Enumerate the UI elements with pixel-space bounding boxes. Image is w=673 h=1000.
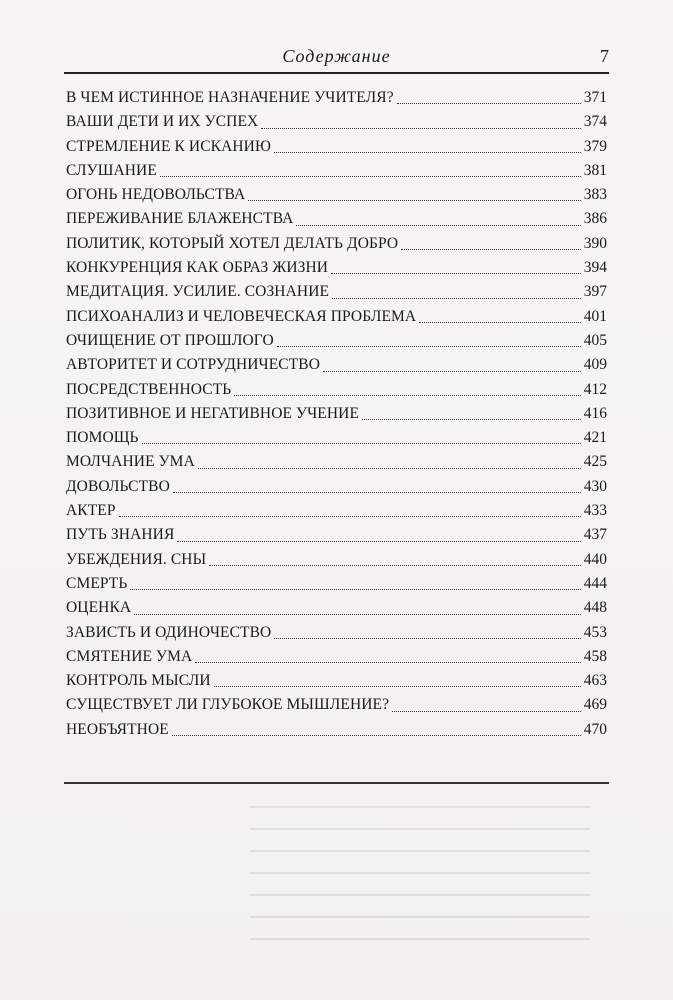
toc-entry [66, 645, 607, 669]
toc-entry-title: ПОСРЕДСТВЕННОСТЬ [66, 380, 232, 398]
toc-dot-leader [173, 492, 581, 493]
toc-entry-page: 412 [583, 380, 607, 398]
toc-entry-page: 381 [583, 161, 607, 179]
toc-dot-leader [392, 711, 581, 712]
footer-rule [64, 782, 609, 784]
toc-entry-page: 444 [583, 574, 607, 592]
toc-entry-page: 463 [583, 672, 607, 690]
toc-entry [66, 256, 607, 280]
toc-entry [66, 183, 607, 207]
page-number: 7 [600, 46, 609, 66]
toc-entry-page: 386 [583, 210, 607, 228]
show-through-text [250, 800, 590, 940]
toc-entry-title: ОЧИЩЕНИЕ ОТ ПРОШЛОГО [66, 331, 274, 349]
toc-entry-page: 440 [583, 550, 607, 568]
toc-entry [66, 450, 607, 474]
running-head [64, 46, 609, 72]
toc-entry-title: АВТОРИТЕТ И СОТРУДНИЧЕСТВО [66, 356, 321, 374]
toc-entry-title: ЗАВИСТЬ И ОДИНОЧЕСТВО [66, 623, 272, 641]
toc-dot-leader [195, 662, 580, 663]
toc-dot-leader [130, 589, 580, 590]
toc-entry [66, 159, 607, 183]
toc-entry-title: ПОЗИТИВНОЕ И НЕГАТИВНОЕ УЧЕНИЕ [66, 404, 360, 422]
toc-entry [66, 353, 607, 377]
toc-dot-leader [160, 176, 581, 177]
toc-entry [66, 572, 607, 596]
toc-entry [66, 402, 607, 426]
toc-entry [66, 499, 607, 523]
toc-entry-page: 421 [583, 429, 607, 447]
toc-entry-page: 437 [583, 526, 607, 544]
toc-entry-page: 405 [583, 331, 607, 349]
toc-dot-leader [198, 468, 581, 469]
toc-entry-page: 453 [583, 623, 607, 641]
toc-dot-leader [209, 565, 581, 566]
toc-dot-leader [362, 419, 581, 420]
toc-entry [66, 232, 607, 256]
toc-entry-page: 401 [583, 307, 607, 325]
toc-entry [66, 669, 607, 693]
toc-dot-leader [277, 346, 581, 347]
toc-entry-page: 458 [583, 647, 607, 665]
toc-entry [66, 135, 607, 159]
toc-entry [66, 718, 607, 742]
toc-entry-title: ПУТЬ ЗНАНИЯ [66, 526, 175, 544]
toc-entry-title: СТРЕМЛЕНИЕ К ИСКАНИЮ [66, 137, 271, 155]
toc-dot-leader [142, 443, 581, 444]
toc-entry [66, 523, 607, 547]
toc-dot-leader [248, 200, 580, 201]
toc-dot-leader [234, 395, 580, 396]
toc-dot-leader [134, 614, 581, 615]
toc-entry-title: КОНТРОЛЬ МЫСЛИ [66, 672, 211, 690]
toc-entry-title: ДОВОЛЬСТВО [66, 477, 170, 495]
toc-dot-leader [296, 225, 580, 226]
toc-entry-page: 448 [583, 599, 607, 617]
toc-entry-title: АКТЕР [66, 502, 116, 520]
toc-entry-title: ОГОНЬ НЕДОВОЛЬСТВА [66, 186, 246, 204]
toc-dot-leader [119, 516, 581, 517]
toc-entry [66, 378, 607, 402]
toc-entry-page: 397 [583, 283, 607, 301]
toc-dot-leader [331, 273, 581, 274]
toc-entry [66, 305, 607, 329]
toc-entry-title: ПСИХОАНАЛИЗ И ЧЕЛОВЕЧЕСКАЯ ПРОБЛЕМА [66, 307, 417, 325]
toc-entry [66, 86, 607, 110]
toc-entry [66, 280, 607, 304]
table-of-contents [66, 86, 607, 742]
toc-entry-page: 409 [583, 356, 607, 374]
toc-entry-page: 430 [583, 477, 607, 495]
toc-dot-leader [177, 541, 580, 542]
toc-dot-leader [397, 103, 581, 104]
toc-entry [66, 329, 607, 353]
toc-dot-leader [332, 298, 581, 299]
toc-entry-title: СЛУШАНИЕ [66, 161, 157, 179]
toc-dot-leader [323, 371, 581, 372]
toc-entry-page: 470 [583, 720, 607, 738]
toc-entry-title: КОНКУРЕНЦИЯ КАК ОБРАЗ ЖИЗНИ [66, 259, 329, 277]
toc-entry-page: 374 [583, 113, 607, 131]
toc-entry-page: 371 [583, 89, 607, 106]
toc-dot-leader [274, 638, 580, 639]
toc-entry-page: 383 [583, 186, 607, 204]
running-title: Содержание [282, 46, 391, 66]
toc-entry-title: СУЩЕСТВУЕТ ЛИ ГЛУБОКОЕ МЫШЛЕНИЕ? [66, 696, 390, 714]
toc-entry-page: 425 [583, 453, 607, 471]
header-rule [64, 72, 609, 74]
toc-entry-title: ПЕРЕЖИВАНИЕ БЛАЖЕНСТВА [66, 210, 294, 228]
toc-entry-title: МОЛЧАНИЕ УМА [66, 453, 195, 471]
toc-entry-title: ПОМОЩЬ [66, 429, 139, 447]
toc-dot-leader [214, 686, 581, 687]
toc-entry [66, 596, 607, 620]
toc-entry-page: 416 [583, 404, 607, 422]
toc-dot-leader [261, 128, 580, 129]
toc-dot-leader [274, 152, 581, 153]
toc-entry-title: СМЕРТЬ [66, 574, 128, 592]
toc-entry-title: ПОЛИТИК, КОТОРЫЙ ХОТЕЛ ДЕЛАТЬ ДОБРО [66, 234, 399, 252]
toc-entry-page: 433 [583, 502, 607, 520]
toc-entry-title: УБЕЖДЕНИЯ. СНЫ [66, 550, 207, 568]
toc-entry-title: СМЯТЕНИЕ УМА [66, 647, 193, 665]
toc-entry-page: 394 [583, 259, 607, 277]
toc-entry [66, 693, 607, 717]
toc-entry-page: 390 [583, 234, 607, 252]
toc-entry [66, 426, 607, 450]
toc-entry [66, 475, 607, 499]
toc-entry-title: В ЧЕМ ИСТИННОЕ НАЗНАЧЕНИЕ УЧИТЕЛЯ? [66, 89, 394, 106]
toc-entry-title: НЕОБЪЯТНОЕ [66, 720, 169, 738]
toc-entry-title: ВАШИ ДЕТИ И ИХ УСПЕХ [66, 113, 259, 131]
toc-entry [66, 621, 607, 645]
toc-entry [66, 110, 607, 134]
toc-dot-leader [172, 735, 581, 736]
toc-entry-title: МЕДИТАЦИЯ. УСИЛИЕ. СОЗНАНИЕ [66, 283, 330, 301]
toc-dot-leader [419, 322, 581, 323]
toc-entry [66, 207, 607, 231]
toc-dot-leader [401, 249, 581, 250]
toc-entry [66, 548, 607, 572]
toc-entry-page: 469 [583, 696, 607, 714]
toc-entry-page: 379 [583, 137, 607, 155]
toc-entry-title: ОЦЕНКА [66, 599, 132, 617]
